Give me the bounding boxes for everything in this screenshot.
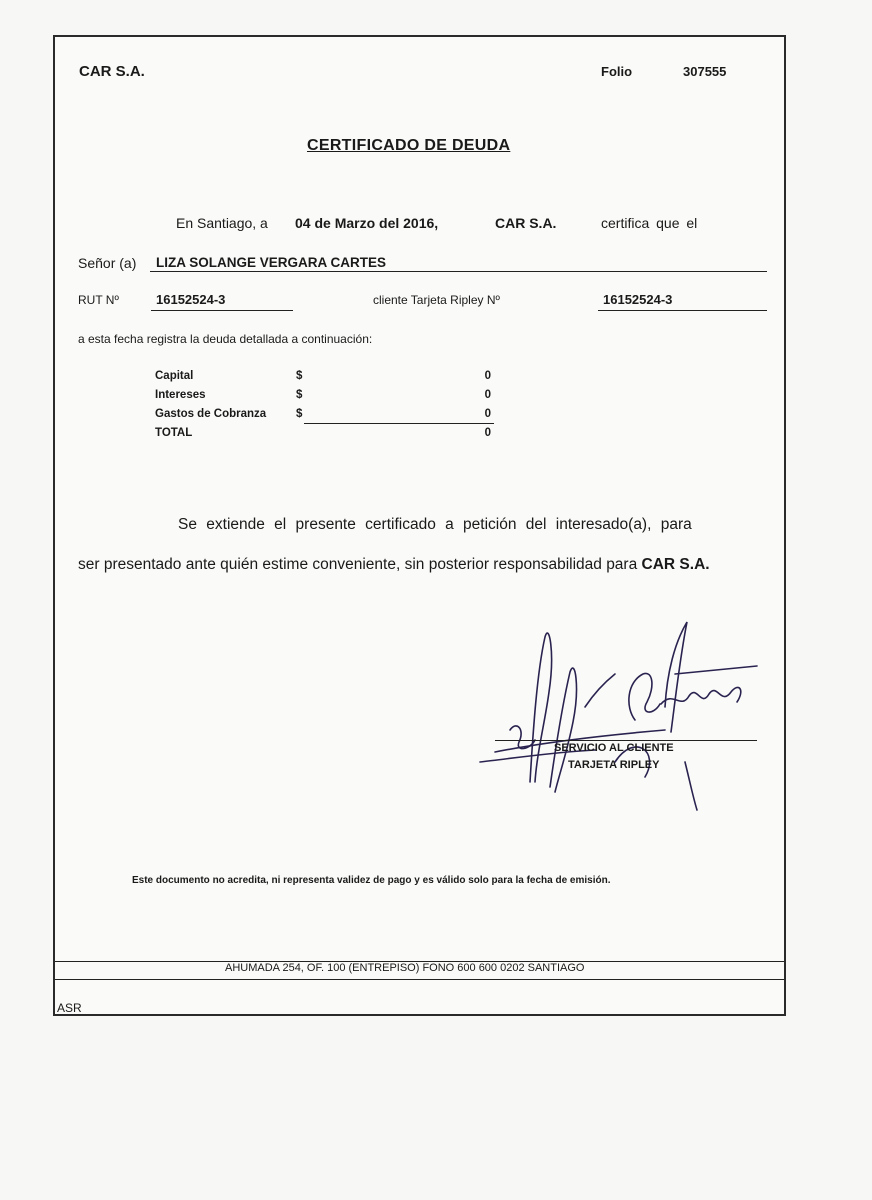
certificate-page — [53, 35, 786, 1016]
stamp-line-1: SERVICIO AL CLIENTE — [554, 742, 674, 754]
intro-suffix: certifica que el — [601, 215, 698, 231]
holder-label: Señor (a) — [78, 255, 137, 271]
total-amount: 0 — [484, 427, 491, 439]
currency-symbol: $ — [296, 370, 303, 382]
intro-prefix: En Santiago, a — [176, 215, 268, 231]
debt-row-label: Intereses — [155, 389, 206, 401]
debt-row-label: Gastos de Cobranza — [155, 408, 267, 420]
closing-line-1: Se extiende el presente certificado a petición del interesado(a), para — [178, 516, 692, 533]
footer-rule-bottom — [55, 979, 784, 980]
currency-symbol: $ — [296, 389, 303, 401]
debt-amounts — [475, 367, 491, 443]
disclaimer: Este documento no acredita, ni representa validez de pago y es válido solo para la fecha de emisión. — [132, 875, 611, 886]
debt-row-label: Capital — [155, 370, 194, 382]
total-rule — [304, 423, 494, 424]
rut-label: RUT Nº — [78, 293, 119, 307]
footer-address: AHUMADA 254, OF. 100 (ENTREPISO) FONO 600 600 0202 SANTIAGO — [225, 962, 585, 974]
debt-labels — [155, 367, 266, 443]
document-title: CERTIFICADO DE DEUDA — [307, 137, 511, 154]
card-label: cliente Tarjeta Ripley Nº — [373, 293, 500, 307]
debt-row-amount: 0 — [484, 389, 491, 401]
holder-name: LIZA SOLANGE VERGARA CARTES — [156, 255, 387, 270]
currency-symbol: $ — [296, 408, 303, 420]
closing-line-2 — [78, 556, 710, 574]
folio-number: 307555 — [683, 64, 727, 79]
card-number: 16152524-3 — [603, 292, 673, 307]
closing-line-2-text: ser presentado ante quién estime conveniente, sin posterior responsabilidad para — [78, 556, 638, 573]
debt-intro: a esta fecha registra la deuda detallada a continuación: — [78, 332, 373, 346]
folio-label: Folio — [601, 64, 633, 79]
debt-row-amount: 0 — [484, 370, 491, 382]
debt-row-amount: 0 — [484, 408, 491, 420]
card-underline — [598, 310, 767, 311]
issue-date: 04 de Marzo del 2016, — [295, 215, 439, 231]
stamp-line-2: TARJETA RIPLEY — [568, 759, 660, 771]
holder-underline — [150, 271, 767, 272]
footer-initials: ASR — [57, 1001, 82, 1015]
company-name: CAR S.A. — [79, 63, 145, 80]
rut-value: 16152524-3 — [156, 292, 226, 307]
stamp-rule — [495, 740, 757, 741]
total-label: TOTAL — [155, 427, 193, 439]
intro-company: CAR S.A. — [495, 215, 557, 231]
debt-currency — [296, 367, 302, 424]
closing-company: CAR S.A. — [641, 556, 710, 573]
signature-graphic — [475, 612, 775, 812]
rut-underline — [151, 310, 293, 311]
